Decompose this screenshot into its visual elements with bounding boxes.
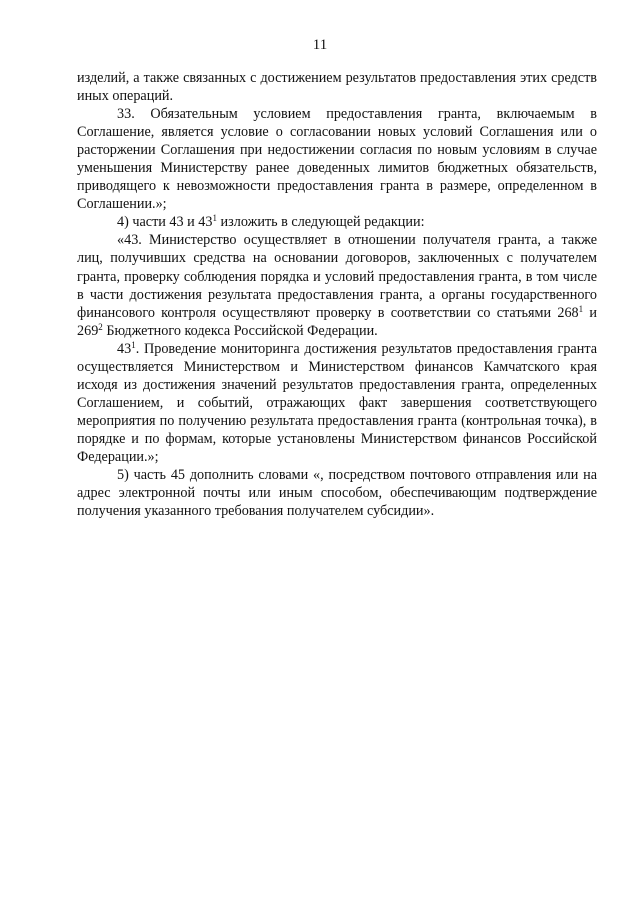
item-4-text-end: изложить в следующей редакции: [217,214,425,231]
paragraph-item-4 [77,213,597,231]
clause-43-1-number: 43 [117,340,132,357]
paragraph-clause-43 [77,231,597,339]
paragraph-clause-33: 33. Обязательным условием предоставления гранта, включаемым в Соглашение, является условие о согласовании новых условий Соглашения или о расторжении Соглашения при недостижении согласия по новым условиям в случае уменьшения Министерству ранее доведенных лимитов бюджетных обязательств, приводящего к невозможности предоставления гранта в размере, определенном в Соглашении.»; [77,106,597,213]
page-number: 11 [312,37,328,53]
superscript: 2 [98,321,103,332]
paragraph-continuation: изделий, а также связанных с достижением результатов предоставления этих средств иных операций. [77,70,597,105]
document-body [77,69,597,520]
clause-43-1-text: . Проведение мониторинга достижения результатов предоставления гранта осуществляется Министерством и Министерством финансов Камчатского края исходя из достижения значений результатов предоставления гранта, определенных Соглашением, и событий, отражающих факт завершения соответствующего мероприятия по получению результата предоставления гранта (контрольная точка), в порядке и по формам, которые установлены Министерством финансов Российской Федерации.»; [77,340,597,465]
superscript: 1 [578,303,584,314]
paragraph-clause-43-1 [77,340,597,466]
clause-43-text-middle: и 269 [77,304,597,339]
paragraph-item-5: 5) часть 45 дополнить словами «, посредством почтового отправления или на адрес электронной почты или иным способом, обеспечивающим подтверждение получения указанного требования получателем субсидии». [77,467,597,520]
item-4-text-start: 4) части 43 и 43 [117,214,213,231]
clause-43-text-start: «43. Министерство осуществляет в отношении получателя гранта, а также лиц, получивших средства на основании договоров, заключенных с получателем гранта, проверку соблюдения порядка и условий предоставления гранта, в том числе в части достижения результата предоставления гранта, а органы государственного финансового контроля осуществляют проверку в соответствии со статьями 268 [77,232,597,321]
superscript: 1 [212,213,217,224]
clause-43-text-end: Бюджетного кодекса Российской Федерации. [102,322,378,339]
superscript: 1 [131,339,136,350]
